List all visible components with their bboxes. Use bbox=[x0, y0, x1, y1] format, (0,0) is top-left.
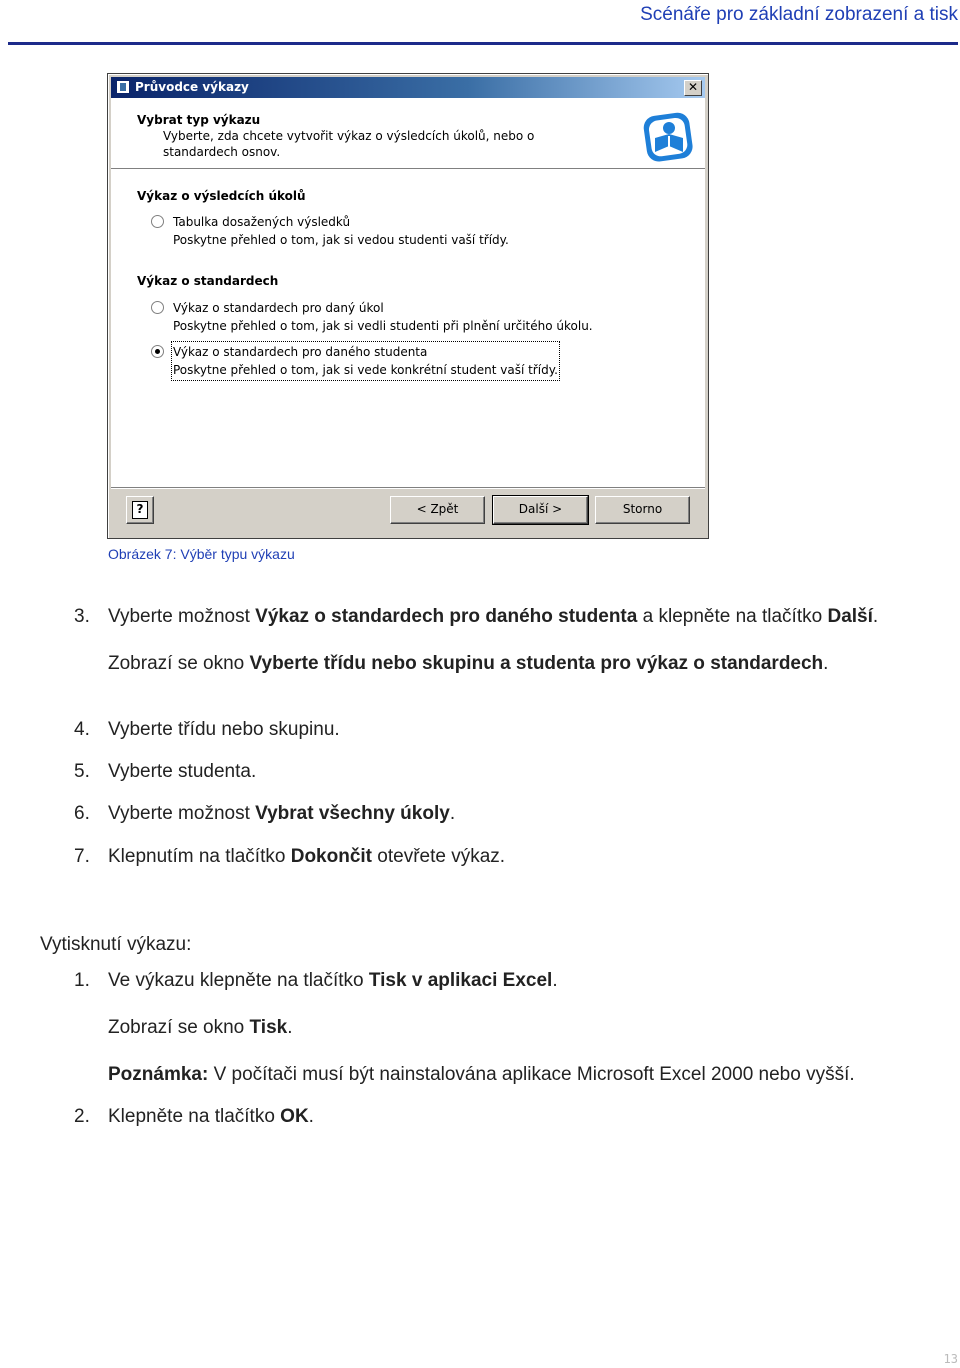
radio-standards-per-student[interactable] bbox=[151, 345, 164, 358]
page-header-title: Scénáře pro základní zobrazení a tisk bbox=[640, 4, 958, 25]
print-section-heading: Vytisknutí výkazu: bbox=[40, 934, 192, 955]
radio-standards-per-task[interactable] bbox=[151, 301, 164, 314]
cancel-button[interactable]: Storno bbox=[595, 496, 690, 524]
option-description: Poskytne přehled o tom, jak si vedli studenti při plnění určitého úkolu. bbox=[173, 319, 593, 333]
page-number: 13 bbox=[943, 1352, 958, 1366]
wizard-app-icon bbox=[116, 80, 130, 94]
group-title-task-results: Výkaz o výsledcích úkolů bbox=[137, 189, 306, 203]
wizard-step-title: Vybrat typ výkazu bbox=[137, 113, 261, 127]
dialog-titlebar[interactable] bbox=[111, 77, 705, 98]
student-book-logo-icon bbox=[641, 108, 697, 164]
header-divider bbox=[8, 42, 958, 45]
dialog-title: Průvodce výkazy bbox=[135, 80, 249, 94]
report-wizard-dialog bbox=[107, 73, 709, 539]
option-description: Poskytne přehled o tom, jak si vedou studenti vaší třídy. bbox=[173, 233, 509, 247]
option-label: Výkaz o standardech pro daný úkol bbox=[173, 301, 384, 315]
back-button[interactable]: < Zpět bbox=[390, 496, 485, 524]
help-icon: ? bbox=[132, 501, 148, 519]
radio-achievement-table[interactable] bbox=[151, 215, 164, 228]
group-title-standards: Výkaz o standardech bbox=[137, 274, 279, 288]
wizard-options-panel bbox=[111, 169, 705, 487]
option-description: Poskytne přehled o tom, jak si vede konkrétní student vaší třídy. bbox=[173, 363, 558, 377]
option-label: Výkaz o standardech pro daného studenta bbox=[173, 345, 428, 359]
button-bar-divider bbox=[111, 487, 705, 489]
close-button[interactable]: ✕ bbox=[684, 80, 702, 96]
step-number: 3. bbox=[74, 606, 90, 627]
option-label: Tabulka dosažených výsledků bbox=[173, 215, 351, 229]
next-button[interactable]: Další > bbox=[493, 496, 588, 524]
wizard-header-panel bbox=[111, 98, 705, 169]
help-button[interactable] bbox=[126, 496, 154, 524]
wizard-step-description: Vyberte, zda chcete vytvořit výkaz o výsledcích úkolů, nebo o standardech osnov. bbox=[163, 129, 535, 159]
figure-caption: Obrázek 7: Výběr typu výkazu bbox=[108, 546, 295, 562]
